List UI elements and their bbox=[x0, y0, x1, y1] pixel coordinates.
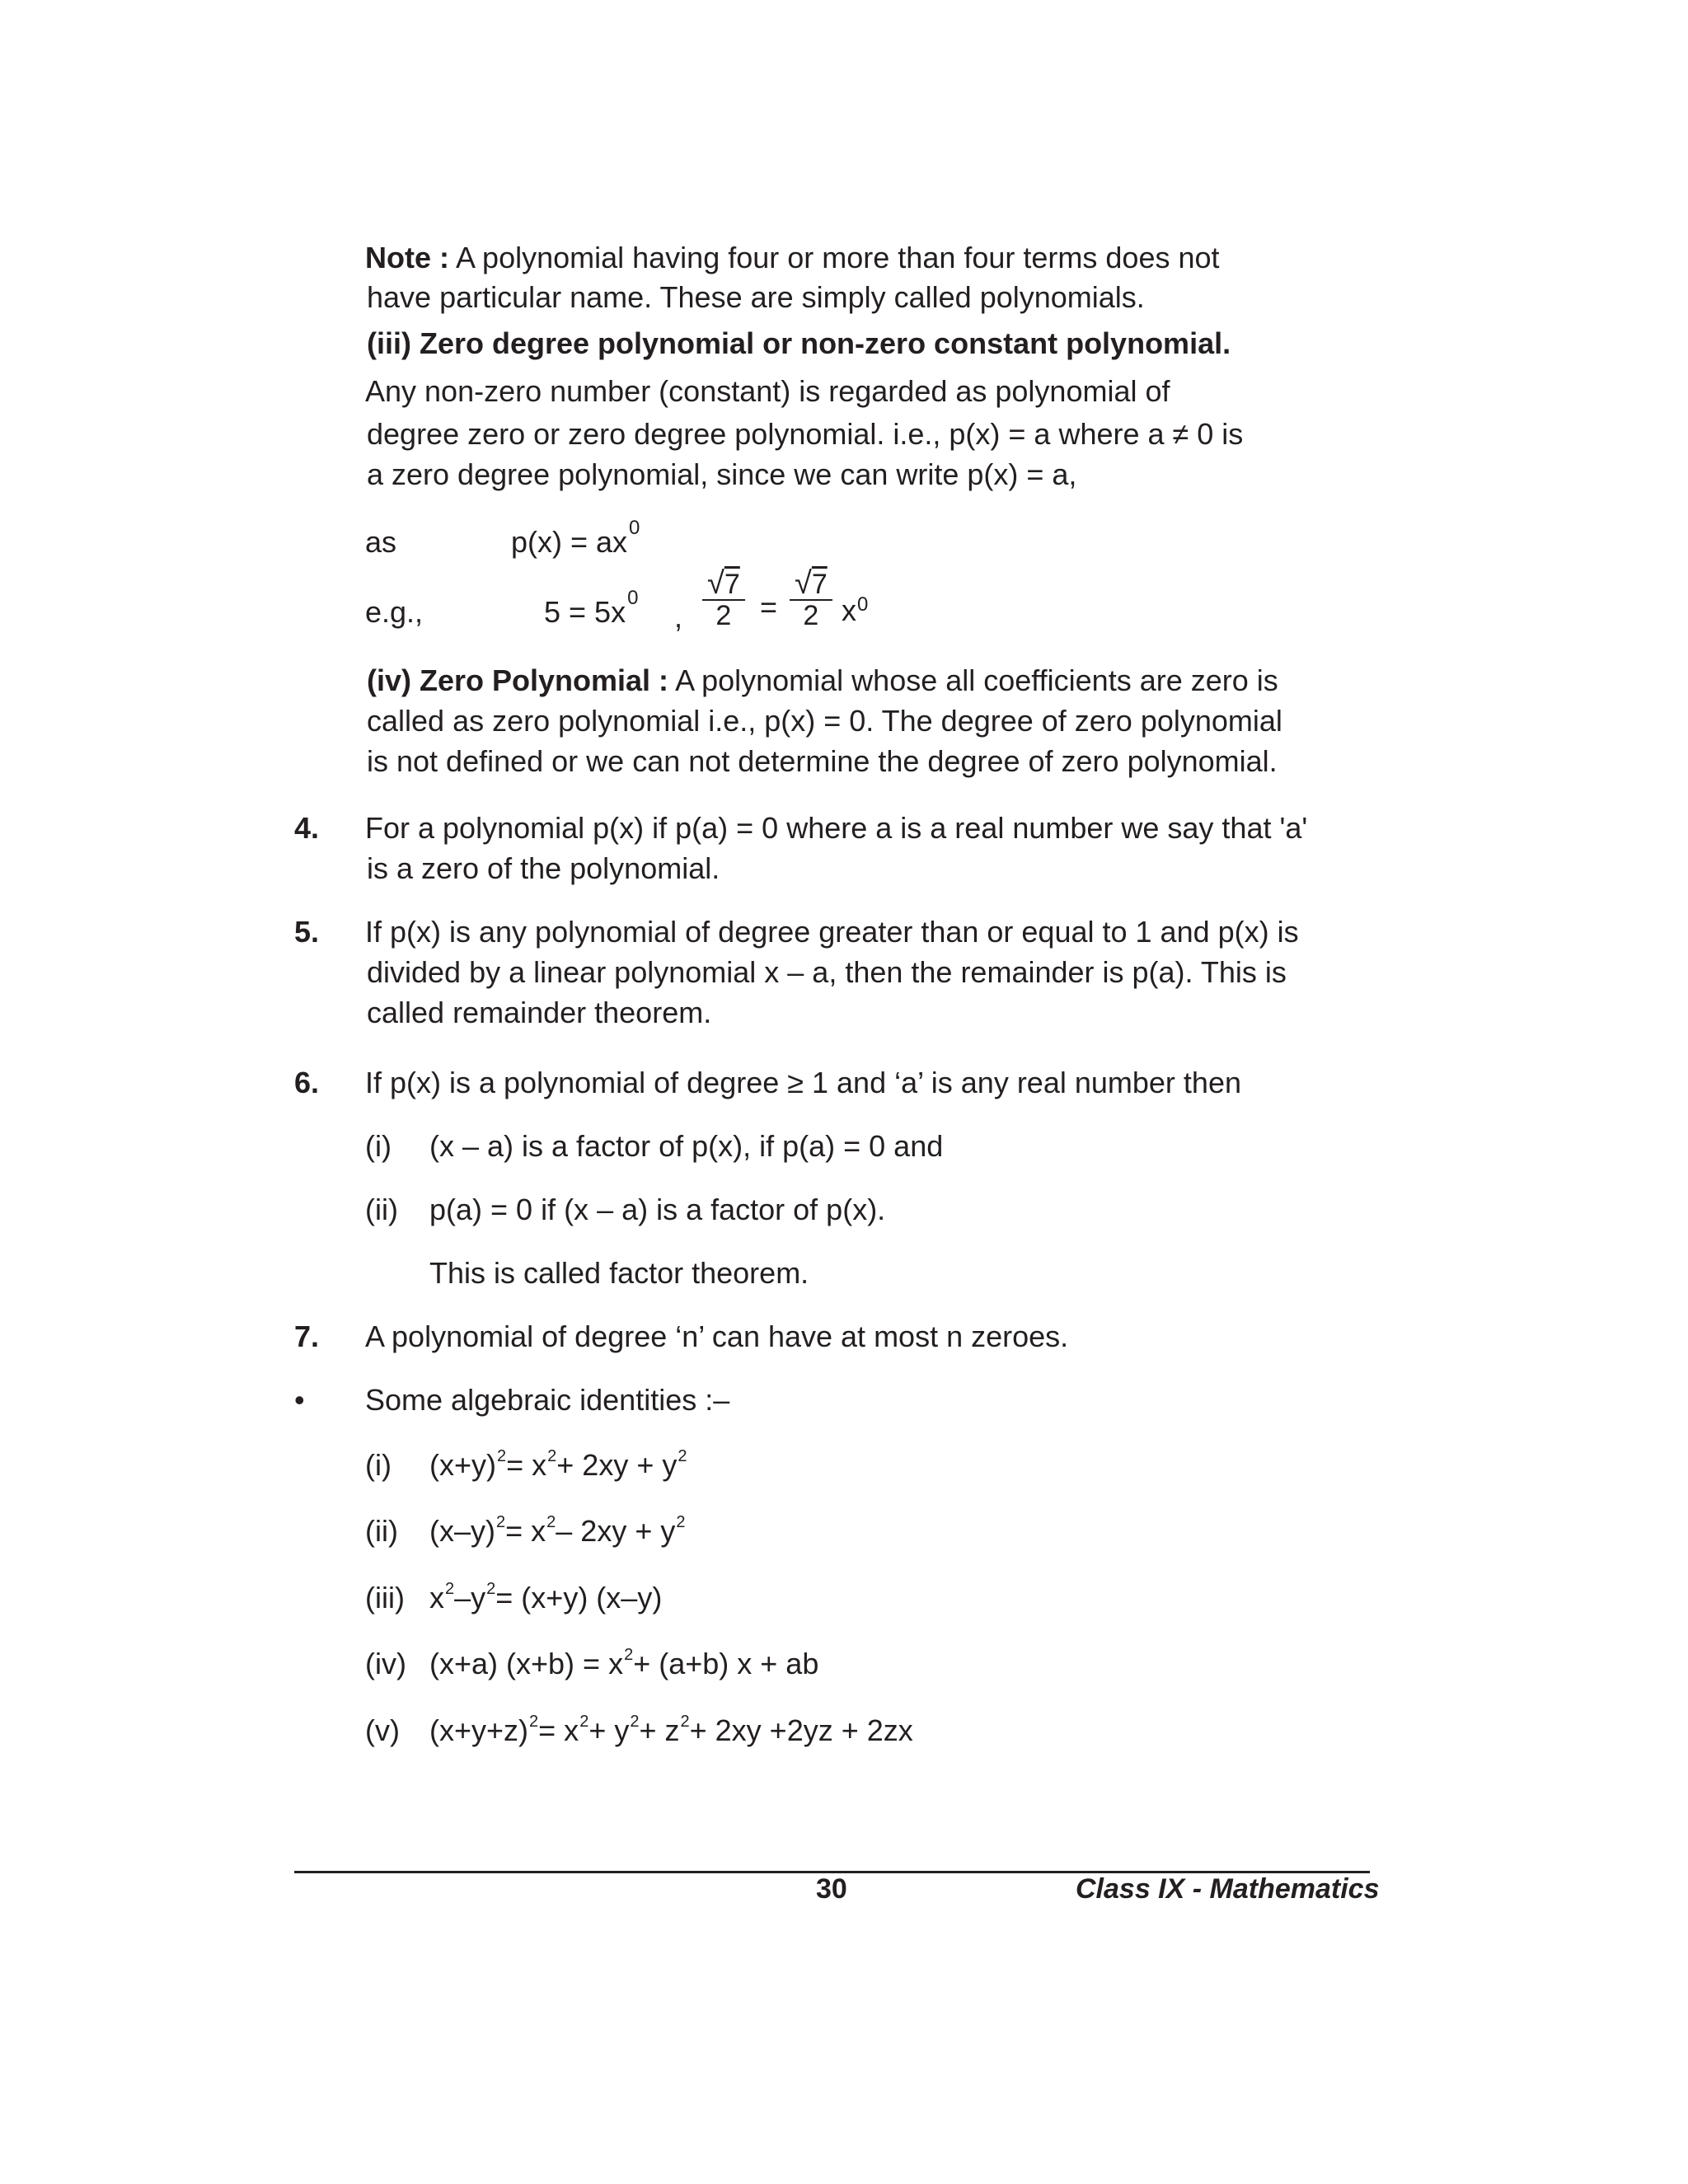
eg-expr-text: 5 = 5x bbox=[544, 595, 626, 629]
note-line-1 bbox=[365, 237, 1220, 278]
item-6-sub-i-text: (x – a) is a factor of p(x), if p(a) = 0 and bbox=[429, 1129, 944, 1163]
id-part: – 2xy + y bbox=[556, 1514, 676, 1548]
item-6-sub-i-label: (i) bbox=[365, 1129, 392, 1163]
squared: 2 bbox=[676, 1513, 686, 1531]
equals-sign: = bbox=[760, 590, 778, 624]
note-label: Note : bbox=[365, 241, 449, 274]
item-5-line-1: If p(x) is any polynomial of degree greater than or equal to 1 and p(x) is bbox=[365, 915, 1299, 949]
squared: 2 bbox=[529, 1713, 539, 1731]
denominator: 2 bbox=[715, 600, 732, 631]
radicand: 7 bbox=[811, 569, 828, 600]
item-6-line-1: If p(x) is a polynomial of degree ≥ 1 and ‘a’ is any real number then bbox=[365, 1066, 1241, 1099]
as-label: as bbox=[365, 525, 397, 559]
identity-iv bbox=[429, 1643, 818, 1690]
as-expr-text: p(x) = ax bbox=[511, 525, 628, 559]
item-5-number: 5. bbox=[294, 915, 320, 949]
note-line-2: have particular name. These are simply called polynomials. bbox=[367, 280, 1145, 314]
id-part: (x–y) bbox=[429, 1514, 495, 1548]
id-part: (x+y+z) bbox=[429, 1713, 529, 1747]
item-4-line-2: is a zero of the polynomial. bbox=[367, 851, 720, 885]
denominator: 2 bbox=[803, 600, 819, 631]
fraction-root7-over-2-right bbox=[790, 566, 832, 631]
id-part: (x+a) (x+b) = x bbox=[429, 1647, 624, 1680]
squared: 2 bbox=[547, 1447, 557, 1465]
bullet-icon: • bbox=[294, 1383, 305, 1417]
eg-expression bbox=[544, 587, 639, 636]
id-part: + 2xy +2yz + 2zx bbox=[689, 1713, 913, 1747]
fraction-root7-over-2-left bbox=[702, 566, 745, 631]
eg-label: e.g., bbox=[365, 595, 424, 629]
note-text-1: A polynomial having four or more than four terms does not bbox=[449, 241, 1220, 274]
id-part: = x bbox=[505, 1514, 546, 1548]
identities-intro: Some algebraic identities :– bbox=[365, 1383, 730, 1417]
identity-i bbox=[429, 1445, 687, 1491]
squared: 2 bbox=[624, 1646, 634, 1664]
eg-comma: , bbox=[674, 600, 683, 634]
identity-iv-label: (iv) bbox=[365, 1647, 406, 1680]
section-iv-line-3: is not defined or we can not determine the degree of zero polynomial. bbox=[367, 744, 1278, 778]
section-iv-line-1 bbox=[367, 660, 1278, 701]
squared: 2 bbox=[546, 1513, 556, 1531]
section-iv-text-1: A polynomial whose all coefficients are zero is bbox=[668, 663, 1278, 697]
section-iv-line-2: called as zero polynomial i.e., p(x) = 0. The degree of zero polynomial bbox=[367, 704, 1282, 738]
squared: 2 bbox=[486, 1580, 496, 1598]
id-part: + 2xy + y bbox=[556, 1448, 678, 1482]
root-sign-icon: √ bbox=[707, 566, 724, 601]
item-7-line-1: A polynomial of degree ‘n’ can have at most n zeroes. bbox=[365, 1319, 1069, 1353]
identity-v-label: (v) bbox=[365, 1713, 400, 1747]
squared: 2 bbox=[445, 1580, 455, 1598]
item-6-conclusion: This is called factor theorem. bbox=[429, 1256, 809, 1290]
id-part: + y bbox=[588, 1713, 630, 1747]
squared: 2 bbox=[579, 1713, 589, 1731]
squared: 2 bbox=[497, 1447, 507, 1465]
section-iii-line-1: Any non-zero number (constant) is regarded as polynomial of bbox=[365, 374, 1170, 408]
identity-iii bbox=[429, 1577, 662, 1624]
item-7-number: 7. bbox=[294, 1319, 320, 1353]
as-exponent: 0 bbox=[629, 517, 640, 539]
item-6-sub-ii-label: (ii) bbox=[365, 1193, 398, 1226]
section-iii-heading: (iii) Zero degree polynomial or non-zero constant polynomial. bbox=[367, 326, 1231, 360]
id-part: –y bbox=[454, 1581, 486, 1615]
squared: 2 bbox=[496, 1513, 506, 1531]
section-iv-heading: (iv) Zero Polynomial : bbox=[367, 663, 669, 697]
id-part: + (a+b) x + ab bbox=[633, 1647, 819, 1680]
id-part: = x bbox=[506, 1448, 547, 1482]
x-zero-term bbox=[842, 590, 868, 635]
identity-ii bbox=[429, 1511, 685, 1557]
identity-ii-label: (ii) bbox=[365, 1514, 398, 1548]
as-expression bbox=[511, 517, 640, 566]
identity-v bbox=[429, 1710, 913, 1756]
radicand: 7 bbox=[724, 569, 740, 600]
section-iii-line-3: a zero degree polynomial, since we can write p(x) = a, bbox=[367, 457, 1077, 491]
squared: 2 bbox=[680, 1713, 690, 1731]
id-part: = x bbox=[538, 1713, 579, 1747]
eg-exponent: 0 bbox=[627, 587, 639, 609]
id-part: x bbox=[429, 1581, 444, 1615]
x-variable: x bbox=[842, 593, 856, 627]
item-6-sub-ii-text: p(a) = 0 if (x – a) is a factor of p(x). bbox=[429, 1193, 886, 1226]
identity-i-label: (i) bbox=[365, 1448, 392, 1482]
id-part: (x+y) bbox=[429, 1448, 496, 1482]
item-4-line-1: For a polynomial p(x) if p(a) = 0 where a is a real number we say that 'a' bbox=[365, 811, 1308, 845]
x-exponent: 0 bbox=[857, 593, 869, 616]
page-number: 30 bbox=[816, 1873, 847, 1905]
item-4-number: 4. bbox=[294, 811, 320, 845]
book-title: Class IX - Mathematics bbox=[1076, 1873, 1380, 1905]
squared: 2 bbox=[678, 1447, 687, 1465]
item-6-number: 6. bbox=[294, 1066, 320, 1099]
squared: 2 bbox=[630, 1713, 640, 1731]
id-part: = (x+y) (x–y) bbox=[495, 1581, 663, 1615]
root-sign-icon: √ bbox=[795, 566, 812, 601]
item-5-line-2: divided by a linear polynomial x – a, then the remainder is p(a). This is bbox=[367, 955, 1287, 989]
section-iii-line-2: degree zero or zero degree polynomial. i.e., p(x) = a where a ≠ 0 is bbox=[367, 417, 1244, 451]
id-part: + z bbox=[639, 1713, 680, 1747]
item-5-line-3: called remainder theorem. bbox=[367, 996, 712, 1029]
identity-iii-label: (iii) bbox=[365, 1581, 405, 1615]
